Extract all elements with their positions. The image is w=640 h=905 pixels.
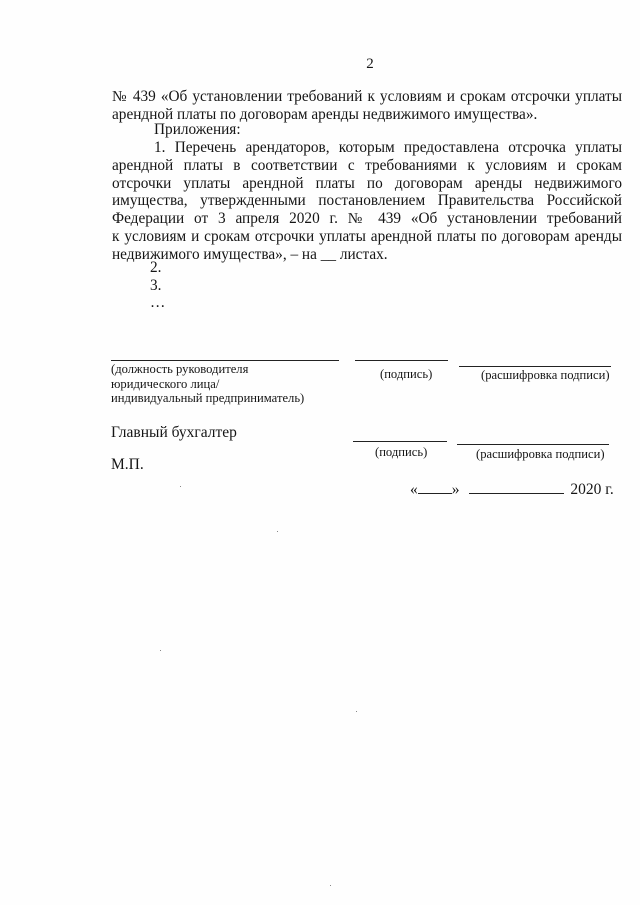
annex-item-3: 3. (150, 276, 162, 294)
accountant-decoding-caption: (расшифровка подписи) (476, 447, 605, 461)
annex-ellipsis: … (150, 294, 166, 311)
date-day-blank (418, 481, 452, 494)
annex-item-line: к условиям и срокам отсрочки уплаты арендной платы по договорам аренды (112, 227, 622, 245)
annex-item-line: 1. Перечень арендаторов, которым предоставлена отсрочка уплаты (154, 139, 622, 156)
annex-item-line: недвижимого имущества», – на __ листах. (112, 245, 388, 263)
annex-item-line: отсрочки уплаты арендной платы по договорам аренды недвижимого (112, 174, 622, 192)
intro-line: № 439 «Об установлении требований к условиям и срокам отсрочки уплаты (112, 88, 622, 105)
date-line (410, 481, 614, 499)
annex-item-line: арендной платы в соответствии с требованиями к условиям и срокам (112, 156, 622, 174)
head-signature-caption: (подпись) (380, 367, 433, 381)
scan-speck (330, 885, 331, 886)
date-year: 2020 г. (570, 481, 614, 498)
head-signature-line (355, 360, 448, 361)
annex-label: Приложения: (154, 121, 241, 138)
scan-speck (356, 711, 357, 712)
scan-speck (277, 531, 278, 532)
date-open-quote: « (410, 481, 418, 498)
head-decoding-line (459, 366, 611, 367)
accountant-signature-caption: (подпись) (375, 445, 428, 459)
intro-paragraph (112, 88, 622, 124)
accountant-decoding-line (457, 444, 609, 445)
stamp-label: М.П. (111, 456, 144, 473)
annex-item-line: Федерации от 3 апреля 2020 г. № 439 «Об установлении требований (112, 210, 622, 228)
head-decoding-caption: (расшифровка подписи) (481, 368, 610, 382)
intro-line: арендной платы по договорам аренды недвижимого имущества». (112, 105, 538, 123)
chief-accountant-label: Главный бухгалтер (111, 424, 237, 441)
head-position-line (111, 360, 339, 361)
annex-item-1 (112, 139, 622, 264)
head-position-caption: (должность руководителя юридического лица/ индивидуальный предприниматель) (111, 362, 305, 406)
accountant-signature-line (353, 441, 447, 442)
scan-speck (180, 486, 181, 487)
scan-speck (160, 650, 161, 651)
annex-item-line: имущества, утвержденными постановлением Правительства Российской (112, 192, 622, 210)
date-close-quote: » (451, 481, 460, 498)
annex-list-continuation (150, 259, 250, 312)
date-month-blank (469, 481, 564, 494)
page-number: 2 (366, 56, 374, 72)
annex-item-2: 2. (150, 259, 162, 276)
